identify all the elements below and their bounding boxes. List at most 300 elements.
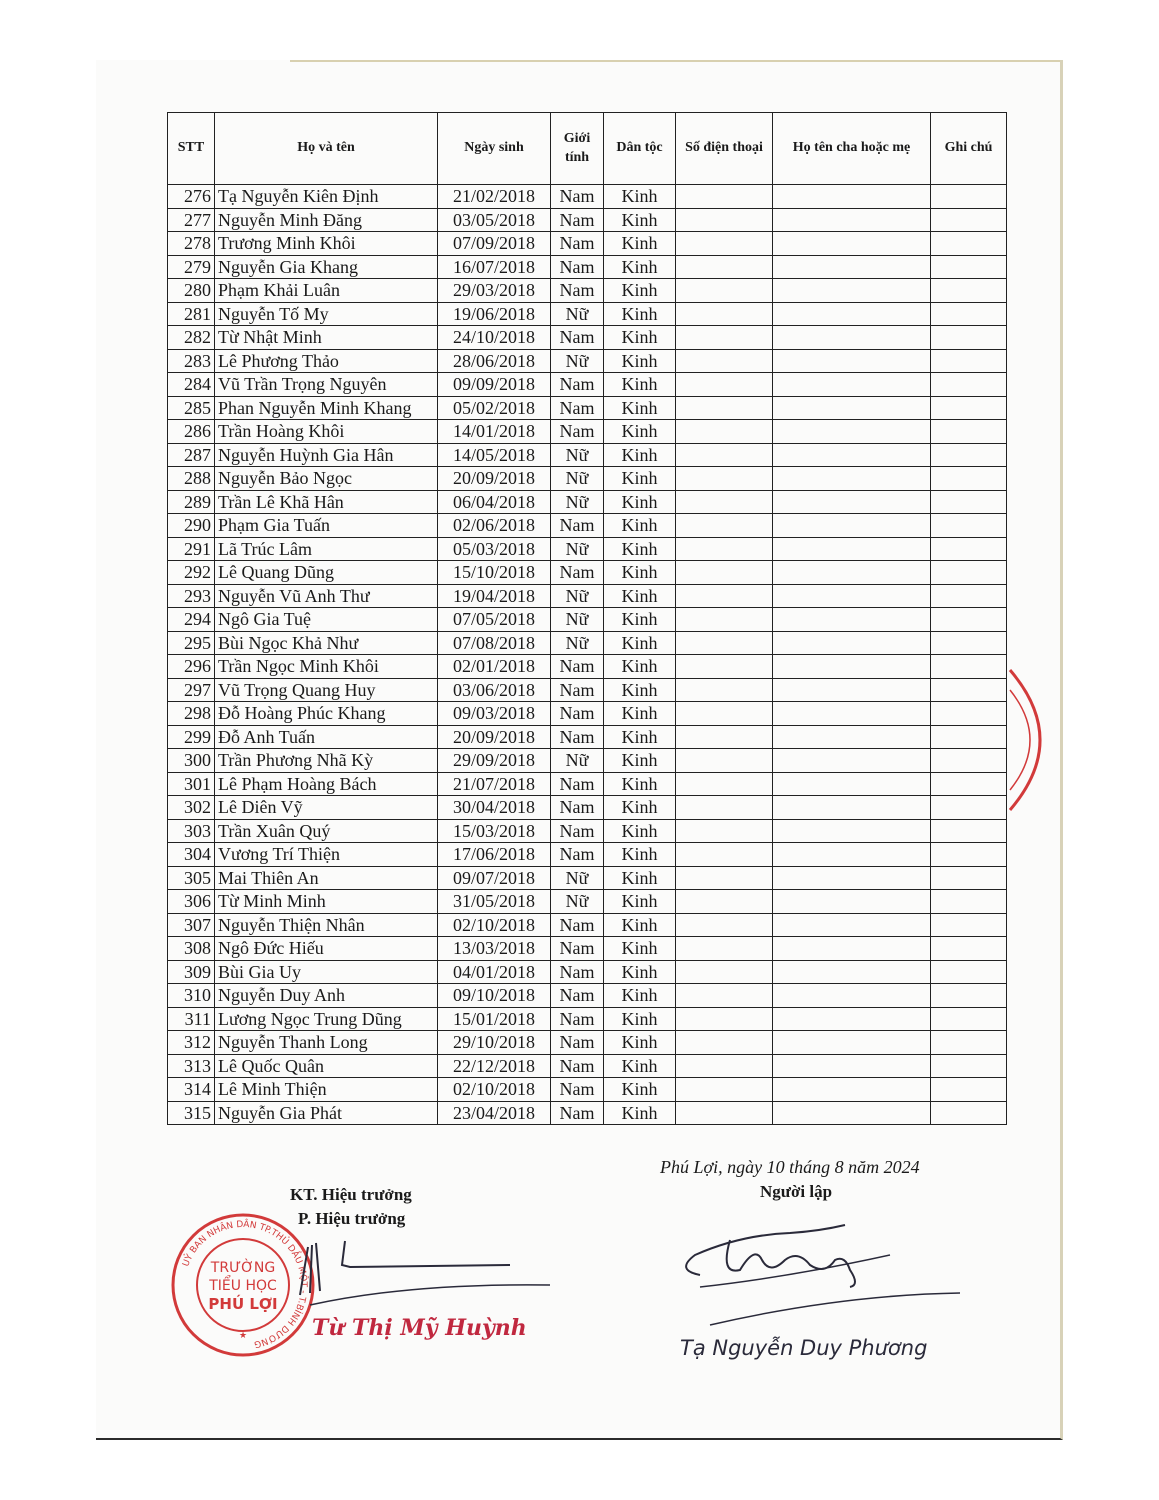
- cell-parent: [773, 490, 931, 514]
- cell-parent: [773, 1031, 931, 1055]
- cell-phone: [676, 279, 773, 303]
- cell-gender: Nam: [551, 937, 604, 961]
- cell-dob: 09/10/2018: [438, 984, 551, 1008]
- cell-dob: 02/10/2018: [438, 1078, 551, 1102]
- cell-dob: 22/12/2018: [438, 1054, 551, 1078]
- cell-phone: [676, 984, 773, 1008]
- cell-ethnicity: Kinh: [604, 608, 676, 632]
- cell-phone: [676, 655, 773, 679]
- table-header-row: [168, 113, 1007, 185]
- cell-parent: [773, 279, 931, 303]
- cell-dob: 05/02/2018: [438, 396, 551, 420]
- cell-note: [931, 1007, 1007, 1031]
- cell-phone: [676, 232, 773, 256]
- table-row: [168, 396, 1007, 420]
- cell-name: Từ Nhật Minh: [215, 326, 438, 350]
- cell-note: [931, 913, 1007, 937]
- cell-note: [931, 514, 1007, 538]
- cell-name: Phan Nguyễn Minh Khang: [215, 396, 438, 420]
- cell-ethnicity: Kinh: [604, 1078, 676, 1102]
- cell-gender: Nam: [551, 185, 604, 209]
- header-ethnicity: Dân tộc: [604, 113, 676, 185]
- cell-ethnicity: Kinh: [604, 185, 676, 209]
- cell-dob: 31/05/2018: [438, 890, 551, 914]
- maker-signature: [670, 1215, 1010, 1375]
- cell-stt: 298: [168, 702, 215, 726]
- cell-gender: Nữ: [551, 866, 604, 890]
- cell-gender: Nam: [551, 1007, 604, 1031]
- cell-gender: Nam: [551, 796, 604, 820]
- cell-dob: 02/10/2018: [438, 913, 551, 937]
- cell-gender: Nam: [551, 913, 604, 937]
- cell-dob: 29/09/2018: [438, 749, 551, 773]
- cell-phone: [676, 208, 773, 232]
- cell-stt: 308: [168, 937, 215, 961]
- cell-ethnicity: Kinh: [604, 819, 676, 843]
- cell-phone: [676, 608, 773, 632]
- cell-parent: [773, 467, 931, 491]
- cell-phone: [676, 819, 773, 843]
- cell-gender: Nam: [551, 232, 604, 256]
- cell-gender: Nam: [551, 279, 604, 303]
- cell-gender: Nam: [551, 1054, 604, 1078]
- cell-ethnicity: Kinh: [604, 1007, 676, 1031]
- table-row: [168, 608, 1007, 632]
- cell-stt: 289: [168, 490, 215, 514]
- cell-name: Vương Trí Thiện: [215, 843, 438, 867]
- cell-parent: [773, 185, 931, 209]
- cell-note: [931, 749, 1007, 773]
- cell-note: [931, 349, 1007, 373]
- cell-gender: Nữ: [551, 890, 604, 914]
- cell-dob: 21/07/2018: [438, 772, 551, 796]
- header-phone: Số điện thoại: [676, 113, 773, 185]
- cell-parent: [773, 349, 931, 373]
- cell-note: [931, 561, 1007, 585]
- cell-stt: 278: [168, 232, 215, 256]
- paper-edge: [290, 60, 1060, 62]
- cell-stt: 303: [168, 819, 215, 843]
- cell-stt: 279: [168, 255, 215, 279]
- cell-phone: [676, 843, 773, 867]
- cell-note: [931, 678, 1007, 702]
- cell-name: Bùi Gia Uy: [215, 960, 438, 984]
- table-row: [168, 584, 1007, 608]
- principal-signature: [290, 1235, 560, 1345]
- cell-gender: Nam: [551, 678, 604, 702]
- cell-phone: [676, 584, 773, 608]
- cell-ethnicity: Kinh: [604, 866, 676, 890]
- cell-gender: Nam: [551, 655, 604, 679]
- cell-ethnicity: Kinh: [604, 937, 676, 961]
- cell-parent: [773, 584, 931, 608]
- cell-note: [931, 890, 1007, 914]
- cell-ethnicity: Kinh: [604, 913, 676, 937]
- cell-note: [931, 702, 1007, 726]
- cell-parent: [773, 749, 931, 773]
- cell-dob: 15/03/2018: [438, 819, 551, 843]
- cell-parent: [773, 725, 931, 749]
- cell-parent: [773, 796, 931, 820]
- cell-name: Nguyễn Minh Đăng: [215, 208, 438, 232]
- cell-stt: 292: [168, 561, 215, 585]
- cell-parent: [773, 937, 931, 961]
- header-dob: Ngày sinh: [438, 113, 551, 185]
- cell-note: [931, 960, 1007, 984]
- cell-dob: 05/03/2018: [438, 537, 551, 561]
- cell-gender: Nam: [551, 255, 604, 279]
- cell-stt: 311: [168, 1007, 215, 1031]
- cell-stt: 294: [168, 608, 215, 632]
- cell-ethnicity: Kinh: [604, 655, 676, 679]
- cell-note: [931, 467, 1007, 491]
- cell-parent: [773, 1007, 931, 1031]
- cell-name: Nguyễn Huỳnh Gia Hân: [215, 443, 438, 467]
- cell-phone: [676, 631, 773, 655]
- table-row: [168, 913, 1007, 937]
- cell-phone: [676, 255, 773, 279]
- cell-gender: Nam: [551, 561, 604, 585]
- cell-parent: [773, 443, 931, 467]
- cell-parent: [773, 819, 931, 843]
- cell-gender: Nữ: [551, 584, 604, 608]
- cell-dob: 03/06/2018: [438, 678, 551, 702]
- cell-note: [931, 232, 1007, 256]
- cell-gender: Nam: [551, 772, 604, 796]
- header-gender: Giới tính: [551, 113, 604, 185]
- cell-note: [931, 537, 1007, 561]
- table-row: [168, 702, 1007, 726]
- table-row: [168, 349, 1007, 373]
- table-row: [168, 1054, 1007, 1078]
- table-row: [168, 514, 1007, 538]
- table-row: [168, 373, 1007, 397]
- cell-parent: [773, 396, 931, 420]
- cell-gender: Nam: [551, 1078, 604, 1102]
- cell-name: Trần Xuân Quý: [215, 819, 438, 843]
- table-row: [168, 232, 1007, 256]
- cell-gender: Nữ: [551, 467, 604, 491]
- cell-gender: Nữ: [551, 631, 604, 655]
- cell-name: Lê Phương Thảo: [215, 349, 438, 373]
- cell-phone: [676, 1101, 773, 1125]
- cell-name: Lê Diên Vỹ: [215, 796, 438, 820]
- cell-ethnicity: Kinh: [604, 843, 676, 867]
- cell-gender: Nữ: [551, 302, 604, 326]
- cell-dob: 03/05/2018: [438, 208, 551, 232]
- cell-phone: [676, 420, 773, 444]
- cell-phone: [676, 349, 773, 373]
- cell-name: Nguyễn Gia Phát: [215, 1101, 438, 1125]
- cell-ethnicity: Kinh: [604, 1031, 676, 1055]
- cell-note: [931, 1078, 1007, 1102]
- table-row: [168, 1078, 1007, 1102]
- cell-dob: 28/06/2018: [438, 349, 551, 373]
- cell-name: Trần Ngọc Minh Khôi: [215, 655, 438, 679]
- table-row: [168, 749, 1007, 773]
- cell-dob: 07/08/2018: [438, 631, 551, 655]
- cell-dob: 17/06/2018: [438, 843, 551, 867]
- cell-stt: 309: [168, 960, 215, 984]
- table-row: [168, 185, 1007, 209]
- cell-note: [931, 1031, 1007, 1055]
- cell-note: [931, 208, 1007, 232]
- cell-dob: 19/04/2018: [438, 584, 551, 608]
- cell-dob: 09/07/2018: [438, 866, 551, 890]
- cell-note: [931, 1101, 1007, 1125]
- cell-dob: 20/09/2018: [438, 725, 551, 749]
- cell-phone: [676, 890, 773, 914]
- cell-stt: 315: [168, 1101, 215, 1125]
- table-row: [168, 772, 1007, 796]
- cell-dob: 20/09/2018: [438, 467, 551, 491]
- cell-gender: Nam: [551, 843, 604, 867]
- cell-stt: 283: [168, 349, 215, 373]
- cell-stt: 282: [168, 326, 215, 350]
- cell-parent: [773, 514, 931, 538]
- cell-dob: 09/03/2018: [438, 702, 551, 726]
- cell-gender: Nam: [551, 819, 604, 843]
- cell-note: [931, 772, 1007, 796]
- cell-name: Nguyễn Thiện Nhân: [215, 913, 438, 937]
- stamp-line-2: TIỂU HỌC: [209, 1278, 277, 1294]
- table-row: [168, 1007, 1007, 1031]
- table-row: [168, 655, 1007, 679]
- cell-note: [931, 396, 1007, 420]
- cell-phone: [676, 725, 773, 749]
- svg-text:★: ★: [238, 1331, 248, 1341]
- cell-name: Lê Minh Thiện: [215, 1078, 438, 1102]
- table-row: [168, 255, 1007, 279]
- table-row: [168, 984, 1007, 1008]
- cell-phone: [676, 749, 773, 773]
- cell-ethnicity: Kinh: [604, 373, 676, 397]
- cell-gender: Nữ: [551, 443, 604, 467]
- cell-parent: [773, 420, 931, 444]
- cell-note: [931, 631, 1007, 655]
- cell-ethnicity: Kinh: [604, 490, 676, 514]
- cell-parent: [773, 913, 931, 937]
- cell-phone: [676, 373, 773, 397]
- cell-name: Ngô Đức Hiếu: [215, 937, 438, 961]
- cell-gender: Nữ: [551, 537, 604, 561]
- cell-parent: [773, 655, 931, 679]
- cell-stt: 302: [168, 796, 215, 820]
- cell-phone: [676, 702, 773, 726]
- cell-ethnicity: Kinh: [604, 349, 676, 373]
- cell-name: Nguyễn Gia Khang: [215, 255, 438, 279]
- cell-phone: [676, 1078, 773, 1102]
- table-row: [168, 631, 1007, 655]
- cell-parent: [773, 1078, 931, 1102]
- cell-parent: [773, 984, 931, 1008]
- cell-stt: 301: [168, 772, 215, 796]
- cell-dob: 14/05/2018: [438, 443, 551, 467]
- cell-gender: Nam: [551, 208, 604, 232]
- table-row: [168, 1101, 1007, 1125]
- cell-ethnicity: Kinh: [604, 232, 676, 256]
- cell-ethnicity: Kinh: [604, 208, 676, 232]
- cell-parent: [773, 890, 931, 914]
- cell-parent: [773, 631, 931, 655]
- cell-phone: [676, 1007, 773, 1031]
- cell-parent: [773, 1101, 931, 1125]
- cell-phone: [676, 514, 773, 538]
- cell-ethnicity: Kinh: [604, 984, 676, 1008]
- header-stt: STT: [168, 113, 215, 185]
- cell-dob: 15/01/2018: [438, 1007, 551, 1031]
- header-parent: Họ tên cha hoặc mẹ: [773, 113, 931, 185]
- cell-ethnicity: Kinh: [604, 396, 676, 420]
- cell-phone: [676, 326, 773, 350]
- cell-ethnicity: Kinh: [604, 678, 676, 702]
- table-row: [168, 279, 1007, 303]
- cell-gender: Nam: [551, 1101, 604, 1125]
- cell-note: [931, 302, 1007, 326]
- cell-stt: 286: [168, 420, 215, 444]
- cell-stt: 285: [168, 396, 215, 420]
- table-row: [168, 443, 1007, 467]
- vice-principal-title: P. Hiệu trưởng: [298, 1209, 406, 1228]
- cell-ethnicity: Kinh: [604, 702, 676, 726]
- cell-name: Lê Phạm Hoàng Bách: [215, 772, 438, 796]
- cell-name: Phạm Khải Luân: [215, 279, 438, 303]
- cell-note: [931, 984, 1007, 1008]
- student-table: [167, 112, 1007, 1125]
- cell-dob: 16/07/2018: [438, 255, 551, 279]
- table-row: [168, 420, 1007, 444]
- cell-phone: [676, 561, 773, 585]
- cell-gender: Nữ: [551, 490, 604, 514]
- principal-title: KT. Hiệu trưởng: [290, 1185, 412, 1204]
- stamp-line-1: TRƯỜNG: [210, 1260, 276, 1276]
- cell-note: [931, 420, 1007, 444]
- cell-dob: 30/04/2018: [438, 796, 551, 820]
- cell-parent: [773, 302, 931, 326]
- cell-name: Vũ Trần Trọng Nguyên: [215, 373, 438, 397]
- cell-stt: 287: [168, 443, 215, 467]
- cell-name: Bùi Ngọc Khả Như: [215, 631, 438, 655]
- cell-name: Phạm Gia Tuấn: [215, 514, 438, 538]
- cell-phone: [676, 396, 773, 420]
- cell-parent: [773, 843, 931, 867]
- cell-phone: [676, 302, 773, 326]
- cell-name: Mai Thiên An: [215, 866, 438, 890]
- cell-dob: 29/03/2018: [438, 279, 551, 303]
- cell-dob: 15/10/2018: [438, 561, 551, 585]
- cell-note: [931, 608, 1007, 632]
- cell-gender: Nữ: [551, 349, 604, 373]
- cell-name: Trần Lê Khã Hân: [215, 490, 438, 514]
- cell-dob: 14/01/2018: [438, 420, 551, 444]
- cell-parent: [773, 561, 931, 585]
- table-row: [168, 960, 1007, 984]
- table-row: [168, 490, 1007, 514]
- cell-phone: [676, 537, 773, 561]
- cell-phone: [676, 960, 773, 984]
- cell-phone: [676, 772, 773, 796]
- cell-stt: 276: [168, 185, 215, 209]
- table-row: [168, 796, 1007, 820]
- table-row: [168, 678, 1007, 702]
- cell-parent: [773, 960, 931, 984]
- cell-stt: 297: [168, 678, 215, 702]
- cell-name: Nguyễn Duy Anh: [215, 984, 438, 1008]
- cell-parent: [773, 208, 931, 232]
- cell-stt: 295: [168, 631, 215, 655]
- table-row: [168, 561, 1007, 585]
- cell-phone: [676, 1031, 773, 1055]
- cell-parent: [773, 608, 931, 632]
- cell-ethnicity: Kinh: [604, 537, 676, 561]
- cell-ethnicity: Kinh: [604, 890, 676, 914]
- cell-dob: 09/09/2018: [438, 373, 551, 397]
- cell-parent: [773, 866, 931, 890]
- cell-note: [931, 843, 1007, 867]
- cell-stt: 300: [168, 749, 215, 773]
- cell-stt: 284: [168, 373, 215, 397]
- cell-note: [931, 326, 1007, 350]
- cell-note: [931, 255, 1007, 279]
- header-name: Họ và tên: [215, 113, 438, 185]
- cell-gender: Nam: [551, 725, 604, 749]
- cell-note: [931, 725, 1007, 749]
- cell-phone: [676, 796, 773, 820]
- cell-note: [931, 866, 1007, 890]
- cell-gender: Nam: [551, 984, 604, 1008]
- table-body: [168, 185, 1007, 1125]
- cell-dob: 02/06/2018: [438, 514, 551, 538]
- table-row: [168, 302, 1007, 326]
- cell-gender: Nam: [551, 396, 604, 420]
- table-row: [168, 890, 1007, 914]
- cell-stt: 313: [168, 1054, 215, 1078]
- cell-ethnicity: Kinh: [604, 561, 676, 585]
- table-row: [168, 843, 1007, 867]
- cell-name: Đỗ Hoàng Phúc Khang: [215, 702, 438, 726]
- cell-note: [931, 279, 1007, 303]
- cell-name: Lê Quốc Quân: [215, 1054, 438, 1078]
- cell-note: [931, 1054, 1007, 1078]
- cell-name: Nguyễn Tố My: [215, 302, 438, 326]
- cell-gender: Nam: [551, 326, 604, 350]
- header-note: Ghi chú: [931, 113, 1007, 185]
- cell-ethnicity: Kinh: [604, 1101, 676, 1125]
- cell-dob: 02/01/2018: [438, 655, 551, 679]
- cell-parent: [773, 772, 931, 796]
- cell-ethnicity: Kinh: [604, 584, 676, 608]
- cell-name: Vũ Trọng Quang Huy: [215, 678, 438, 702]
- maker-title: Người lập: [760, 1182, 833, 1201]
- date-line: Phú Lợi, ngày 10 tháng 8 năm 2024: [660, 1157, 920, 1177]
- maker-name: Tạ Nguyễn Duy Phương: [680, 1336, 928, 1360]
- cell-dob: 23/04/2018: [438, 1101, 551, 1125]
- cell-parent: [773, 373, 931, 397]
- cell-ethnicity: Kinh: [604, 326, 676, 350]
- cell-stt: 291: [168, 537, 215, 561]
- cell-name: Lương Ngọc Trung Dũng: [215, 1007, 438, 1031]
- cell-stt: 280: [168, 279, 215, 303]
- cell-note: [931, 819, 1007, 843]
- cell-name: Ngô Gia Tuệ: [215, 608, 438, 632]
- stamp-ring-text: UỶ BAN NHÂN DÂN TP.THỦ DẦU MỘT - T.BÌNH DƯƠNG: [181, 1219, 309, 1349]
- cell-gender: Nam: [551, 960, 604, 984]
- stamp-line-3: PHÚ LỢI: [208, 1295, 278, 1313]
- table-row: [168, 866, 1007, 890]
- cell-parent: [773, 1054, 931, 1078]
- cell-name: Tạ Nguyễn Kiên Định: [215, 185, 438, 209]
- cell-phone: [676, 467, 773, 491]
